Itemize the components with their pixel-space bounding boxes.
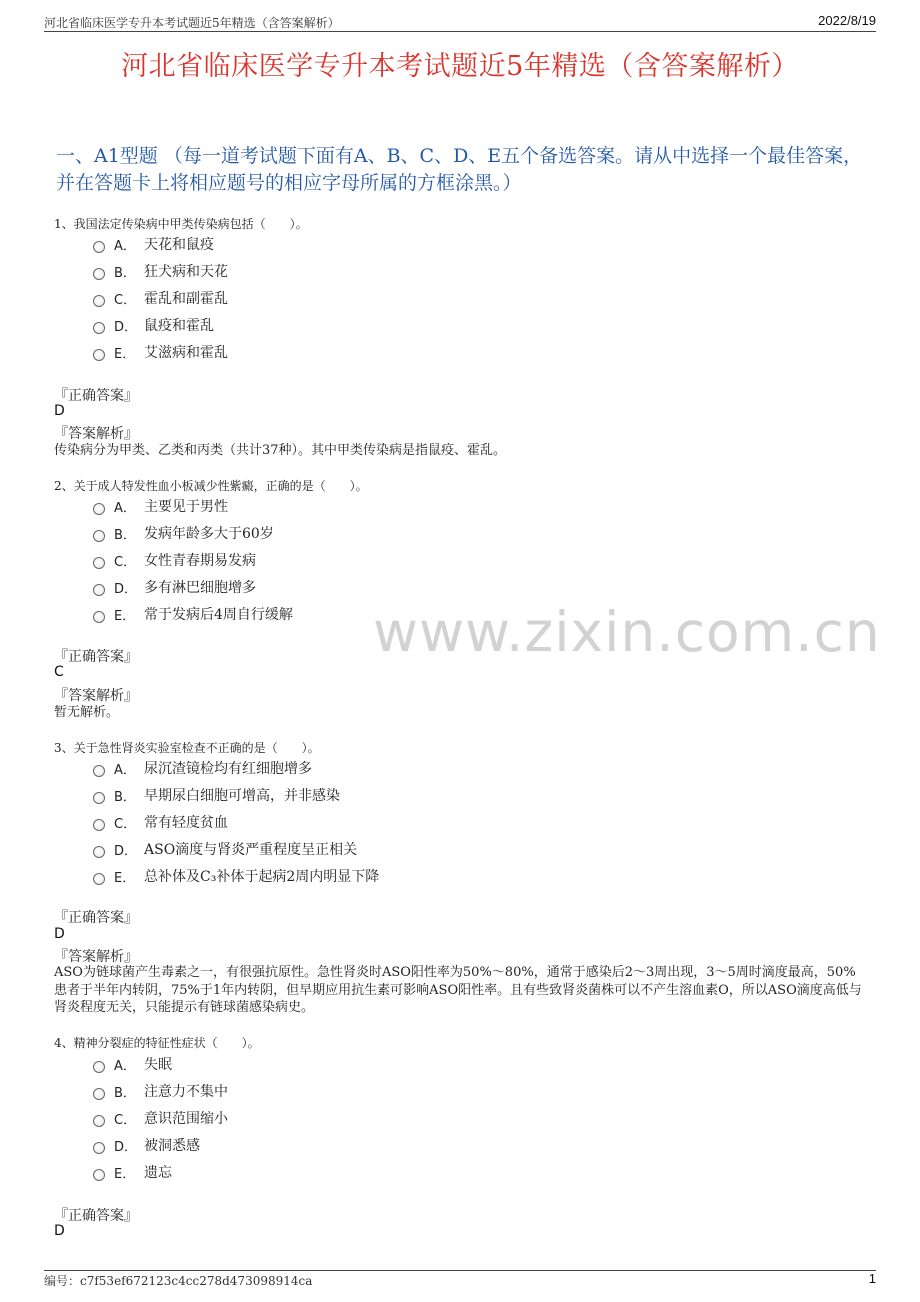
option-letter: A．	[114, 500, 136, 516]
document-title: 河北省临床医学专升本考试题近5年精选（含答案解析）	[121, 51, 799, 82]
option-text: 常于发病后4周自行缓解	[144, 607, 293, 623]
option-letter: A．	[114, 1058, 136, 1074]
page-footer	[44, 1270, 876, 1288]
option-letter: A．	[114, 238, 136, 254]
question-stem: 2、关于成人特发性血小板减少性紫癜，正确的是（ ）。	[54, 479, 368, 493]
analysis-text: ASO为链球菌产生毒素之一，有很强抗原性。急性肾炎时ASO阳性率为50%～80%，通常于感染后2～3周出现，3～5周时滴度最高，50%患者于半年内转阴，75%于1年内转阴，但早期应用抗生素可影响ASO阳性率。且有些致肾炎菌株可以不产生溶血素O，所以ASO滴度高低与肾炎程度无关，只能提示有链球菌感染病史。	[54, 965, 862, 1015]
radio-icon[interactable]	[93, 819, 105, 831]
option-e[interactable]	[93, 603, 293, 625]
radio-icon[interactable]	[93, 241, 105, 253]
option-a[interactable]	[93, 495, 228, 517]
option-d[interactable]	[93, 314, 214, 336]
correct-answer-value: C	[54, 664, 64, 680]
correct-answer-value: D	[54, 1223, 65, 1239]
radio-icon[interactable]	[93, 584, 105, 596]
option-text: 注意力不集中	[144, 1084, 228, 1100]
question-stem: 4、精神分裂症的特征性症状（ ）。	[54, 1036, 260, 1050]
option-letter: C．	[114, 292, 137, 308]
option-text: 狂犬病和天花	[144, 264, 228, 280]
radio-icon[interactable]	[93, 557, 105, 569]
radio-icon[interactable]	[93, 268, 105, 280]
option-letter: C．	[114, 1112, 137, 1128]
radio-icon[interactable]	[93, 1115, 105, 1127]
option-letter: E．	[114, 870, 136, 886]
correct-answer-value: D	[54, 403, 65, 419]
option-b[interactable]	[93, 784, 340, 806]
option-letter: B．	[114, 527, 136, 543]
option-text: 被洞悉感	[144, 1138, 200, 1154]
radio-icon[interactable]	[93, 349, 105, 361]
option-letter: E．	[114, 346, 136, 362]
option-text: 天花和鼠疫	[144, 237, 214, 253]
option-c[interactable]	[93, 811, 228, 833]
option-d[interactable]	[93, 838, 357, 860]
option-d[interactable]	[93, 1134, 200, 1156]
radio-icon[interactable]	[93, 530, 105, 542]
option-b[interactable]	[93, 1080, 228, 1102]
option-text: 多有淋巴细胞增多	[144, 580, 256, 596]
option-text: 艾滋病和霍乱	[144, 345, 228, 361]
option-text: 鼠疫和霍乱	[144, 318, 214, 334]
option-text: ASO滴度与肾炎严重程度呈正相关	[144, 842, 358, 858]
option-text: 意识范围缩小	[144, 1111, 228, 1127]
option-letter: D．	[114, 581, 138, 597]
radio-icon[interactable]	[93, 322, 105, 334]
radio-icon[interactable]	[93, 765, 105, 777]
option-text: 遗忘	[144, 1165, 172, 1181]
analysis-label: 『答案解析』	[54, 949, 138, 965]
document-code: 编号：c7f53ef672123c4cc278d473098914ca	[44, 1274, 313, 1288]
option-letter: E．	[114, 608, 136, 624]
radio-icon[interactable]	[93, 1169, 105, 1181]
option-letter: A．	[114, 762, 136, 778]
radio-icon[interactable]	[93, 1061, 105, 1073]
option-letter: B．	[114, 265, 136, 281]
option-text: 尿沉渣镜检均有红细胞增多	[144, 761, 312, 777]
option-text: 早期尿白细胞可增高，并非感染	[144, 788, 340, 804]
correct-answer-label: 『正确答案』	[54, 910, 138, 926]
correct-answer-label: 『正确答案』	[54, 1208, 138, 1224]
option-text: 失眠	[144, 1057, 172, 1073]
option-c[interactable]	[93, 1107, 228, 1129]
radio-icon[interactable]	[93, 503, 105, 515]
question-stem: 3、关于急性肾炎实验室检查不正确的是（ ）。	[54, 741, 320, 755]
option-text: 主要见于男性	[144, 499, 228, 515]
analysis-text: 传染病分为甲类、乙类和丙类（共计37种）。其中甲类传染病是指鼠疫、霍乱。	[54, 443, 507, 458]
running-title: 河北省临床医学专升本考试题近5年精选（含答案解析）	[44, 16, 340, 30]
option-letter: D．	[114, 843, 138, 859]
option-a[interactable]	[93, 233, 214, 255]
radio-icon[interactable]	[93, 1088, 105, 1100]
option-letter: C．	[114, 554, 137, 570]
option-letter: E．	[114, 1166, 136, 1182]
header-date: 2022/8/19	[818, 13, 876, 28]
option-d[interactable]	[93, 576, 256, 598]
correct-answer-label: 『正确答案』	[54, 649, 138, 665]
analysis-label: 『答案解析』	[54, 426, 138, 442]
question-stem: 1、我国法定传染病中甲类传染病包括（ ）。	[54, 217, 308, 231]
option-letter: B．	[114, 789, 136, 805]
option-letter: D．	[114, 319, 138, 335]
option-e[interactable]	[93, 865, 379, 887]
option-e[interactable]	[93, 1161, 172, 1183]
option-c[interactable]	[93, 287, 228, 309]
analysis-label: 『答案解析』	[54, 688, 138, 704]
option-letter: B．	[114, 1085, 136, 1101]
option-letter: D．	[114, 1139, 138, 1155]
radio-icon[interactable]	[93, 611, 105, 623]
option-letter: C．	[114, 816, 137, 832]
radio-icon[interactable]	[93, 1142, 105, 1154]
option-b[interactable]	[93, 522, 274, 544]
section-heading: 一、A1型题 （每一道考试题下面有A、B、C、D、E五个备选答案。请从中选择一个最佳答案，并在答题卡上将相应题号的相应字母所属的方框涂黑。）	[56, 145, 863, 194]
option-e[interactable]	[93, 341, 228, 363]
page-header	[44, 12, 876, 32]
option-text: 发病年龄多大于60岁	[144, 526, 274, 542]
option-text: 霍乱和副霍乱	[144, 291, 228, 307]
option-text: 常有轻度贫血	[144, 815, 228, 831]
option-text: 女性青春期易发病	[144, 553, 256, 569]
radio-icon[interactable]	[93, 792, 105, 804]
watermark: www.zixin.com.cn	[373, 600, 881, 664]
option-b[interactable]	[93, 260, 228, 282]
option-text: 总补体及C₃补体于起病2周内明显下降	[144, 869, 380, 885]
page-number: 1	[868, 1271, 876, 1286]
correct-answer-label: 『正确答案』	[54, 388, 138, 404]
radio-icon[interactable]	[93, 846, 105, 858]
radio-icon[interactable]	[93, 873, 105, 885]
option-c[interactable]	[93, 549, 256, 571]
option-a[interactable]	[93, 1053, 172, 1075]
option-a[interactable]	[93, 757, 312, 779]
analysis-text: 暂无解析。	[54, 705, 120, 720]
radio-icon[interactable]	[93, 295, 105, 307]
correct-answer-value: D	[54, 926, 65, 942]
